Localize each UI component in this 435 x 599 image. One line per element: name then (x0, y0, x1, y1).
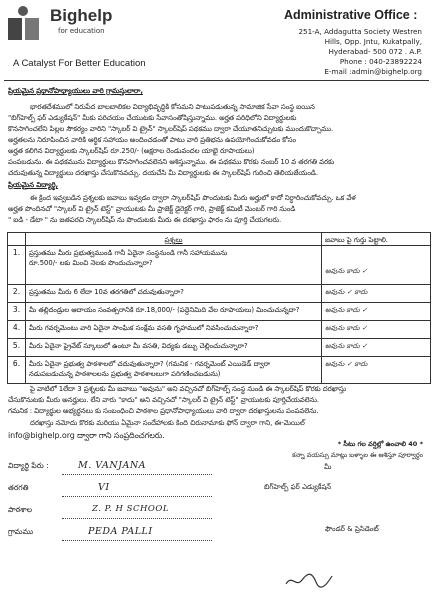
class-line (62, 495, 212, 497)
class-value: VI (98, 482, 110, 493)
instruction-line: చేసుకొనుటకు మీరు అనర్హులు. లేని వారు "కాదు" అని వచ్చినచో "స్కాలర్ వి ట్రైన్ టెస్ట్" వ్రాయుటకు పూర్తిచేయవలెను. (8, 396, 319, 404)
body-line: " ఐడి - డేటా " ను జతపరచి స్కాలర్‌షిప్ ను పొందుటకు మీరు ఈ దరఖాస్తు ఫారం ను పూర్తి చేయగలరు. (8, 216, 282, 224)
note-line: గమనిక : విద్యార్థుల అభ్యర్థనలు కు సంబంధించి పాఠశాల ప్రధానోపాధ్యాయులు వారి ద్వారా దరఖాస్తులను పంపవలెను. (8, 407, 319, 415)
sign-mi: మీ (324, 463, 332, 471)
body-line: అర్హత కలిగిన విద్యార్థులకు స్కాలర్‌షిప్ రూ.250/- (అక్షరాల రెండువందల యాభై రూపాయలు) (8, 147, 255, 155)
body-line: చదువుతున్న విద్యార్థులు దరఖాస్తు చేసుకొనవచ్చు. దయచేసి మీ విద్యార్థులకు ఈ స్కాలర్‌షిప్ గురించి తెలియజేయండి. (8, 169, 318, 177)
table-row: 4. మీరు గవర్నమెంటు వారి ఏదైనా సాంఘిక సంక్షేమ వసతి గృహములో నివసించుచున్నారా? అవును కాదు ✓ (8, 320, 430, 338)
school-line (62, 517, 212, 519)
address-email: E-mail :admin@bighelp.org (324, 67, 422, 76)
questions-header: ప్రశ్నలు (26, 233, 322, 245)
answer-mark: అవును కాదు ✓ (325, 267, 368, 275)
address-line: Hills, Opp. Jntu, Kukatpally, (324, 37, 422, 46)
salutation: ప్రియమైన ప్రధానోపాధ్యాయులు వారి గ్రామస్తులారా, (8, 87, 143, 95)
body-line: అర్హతలను నిరూపించిన వారికి ఆర్థిక సహాయం అందించడంతో పాటు వారి ప్రతిభను ఉపయోగించుకోవడం కోసం (8, 136, 296, 144)
answer-mark: అవును కాదు ✓ (325, 306, 368, 314)
address-phone: Phone : 040-23892224 (339, 57, 422, 66)
instruction-line: పై వాటిలో 1లేదా 3 ప్రశ్నలకు మీ జవాబు "అవును" అని వచ్చినచో బిగ్‌హెల్ప్ సంస్థ నుండి ఈ స్కాలర్‌షిప్ కొరకు దరఖాస్తు (30, 385, 347, 393)
address-line: Hyderabad- 500 072 . A.P. (328, 47, 422, 56)
student-name-label: విద్యార్థి పేరు : (8, 461, 49, 470)
thanks-line: కన్నా వయస్సు మాట్లు బళ్ళాల ఈ ఆశిస్తూ పూర్వార్థం (292, 451, 423, 459)
body-line: ఈ క్రింద ఇవ్వబడిన ప్రశ్నలకు జవాబు ఇవ్వడం ద్వారా స్కాలర్‌షిప్ పొందుటకు మీరు అర్హులో కాదో నిర్ధారించుకోవచ్చు. ఒక వేళ (30, 194, 356, 202)
tagline: A Catalyst For Better Education (13, 58, 146, 69)
answer-mark: అవును కాదు ✓ (325, 342, 368, 350)
village-label: గ్రామము (8, 527, 34, 536)
bighelp-logo (5, 4, 45, 44)
office-title: Administrative Office : (284, 8, 418, 22)
class-label: తరగతి (8, 483, 29, 492)
printed-note: * సీటు గల వర్షిల్లో ఉంచాలి 40 * (337, 440, 423, 448)
sign-organization: బిగ్‌హెల్ప్ ఫర్ ఎడ్యుకేషన్ (264, 483, 332, 491)
table-header-row (8, 233, 430, 245)
brand-subtitle: for education (58, 27, 105, 35)
school-value: Z. P. H SCHOOL (92, 504, 169, 514)
answer-mark: అవును ✓ కాదు (325, 288, 368, 296)
student-name-line (62, 473, 212, 475)
table-row: 5. మీరు ఏదైనా ప్రైవేట్ స్కూలులో ఉంటూ మీ వసతి, విద్యకు డబ్బు చెల్లించుచున్నారా? అవును కాదు ✓ (8, 338, 430, 356)
answer-mark: అవును కాదు ✓ (325, 324, 368, 332)
table-row: 6. మీరు ఏదైనా ప్రభుత్వ పాఠశాలలో చదువుతున్నారా? (గమనిక - గవర్నమెంట్ ఎయిడెడ్ ద్వారా నడుపబడుచున్న పాఠశాలలను ప్రభుత్వ పాఠశాలలుగా పరిగణించబడును) అవును ✓ కాదు (8, 356, 430, 383)
student-salutation: ప్రియమైన విద్యార్థి, (8, 181, 59, 189)
table-row: 1. ప్రస్తుతము మీరు ప్రభుత్వముండి గానీ ఏదైనా సంస్థనుండి గానీ సహాయమును రూ.500/- లకు మించి నెలకు పొందుచున్నారా? అవును కాదు ✓ (8, 245, 430, 284)
village-line (62, 539, 212, 541)
body-line: భారతదేశములో నిరుపేద బాలబాలికల విద్యాభివృద్ధికి కోసమని పాటుపడుతున్న సామాజిక సేవా సంస్థ ఐయిన (30, 103, 315, 111)
address-line: 251-A, Addagutta Society Westren (298, 27, 422, 36)
body-line: "బిగ్‌హెల్ప్ ఫర్ ఎడ్యుకేషన్" మీకు పరిచయం చేయుటకు సేవాసంతోషిస్తున్నాము. అర్హత పరిధిలోని విద్యార్థులకు (8, 114, 297, 122)
handwritten-signature (282, 568, 342, 590)
body-line: అర్హత పొందినచో "స్కాలర్ వి ట్రైన్ టెస్ట్" వ్రాయుటకు మీ ప్రాజెక్ట్ డైరెక్టర్ గారి, ప్రాజెక్ట్ కమిటీ మెంబర్ గారి నుండి (8, 205, 296, 213)
answer-mark: అవును ✓ కాదు (325, 360, 368, 368)
school-label: పాఠశాల (8, 505, 33, 514)
table-row: 2. ప్రస్తుతము మీరు 6 లేదా 10వ తరగతిలో చదువుతున్నారా? అవును ✓ కాదు (8, 284, 430, 302)
body-line: పంపబడును. ఈ పథకమును విద్యార్థులు కొనసాగించవలెనని ఆశిస్తున్నాము. ఈ పథకము కొరకు నంబర్ 10 వ తరగతి వరకు (8, 158, 335, 166)
brand-name: Bighelp (50, 6, 113, 25)
answers-header: జవాబు పై గుర్తు పెట్టాలి. (325, 236, 388, 244)
header-divider (4, 80, 429, 81)
village-value: PEDA PALLI (88, 526, 153, 537)
student-name-value: M. VANJANA (78, 460, 146, 471)
table-row: 3. మీ తల్లిదండ్రుల ఆదాయం సంవత్సరానికి రూ.18,000/- (పద్దెనిమిది వేల రూపాయలు) మించుచున్నదా? అవును కాదు ✓ (8, 302, 430, 320)
contact-email-line: info@bighelp.org ద్వారా గాని సంప్రదించగలరు. (8, 431, 165, 440)
questions-table (7, 232, 431, 384)
body-line: కొనసాగించలేని పిల్లల సౌకర్యం వారిని "స్కాలర్ వి ట్రైన్" స్కాలర్‌షిప్ పథకము ద్వారా చేయూతనిచ్చుటకు ముందుకొచ్చాము. (8, 125, 334, 133)
contact-line: దరఖాస్తు నమోదు కొరకు మరియు ఏమైనా సందేహాలకు కింది చిరునామాకు ఫోన్ ద్వారా గాని, ఈ-మెయిల్ (30, 419, 305, 427)
sign-role: ఫౌండర్ & ప్రెసిడెంట్ (325, 525, 379, 533)
